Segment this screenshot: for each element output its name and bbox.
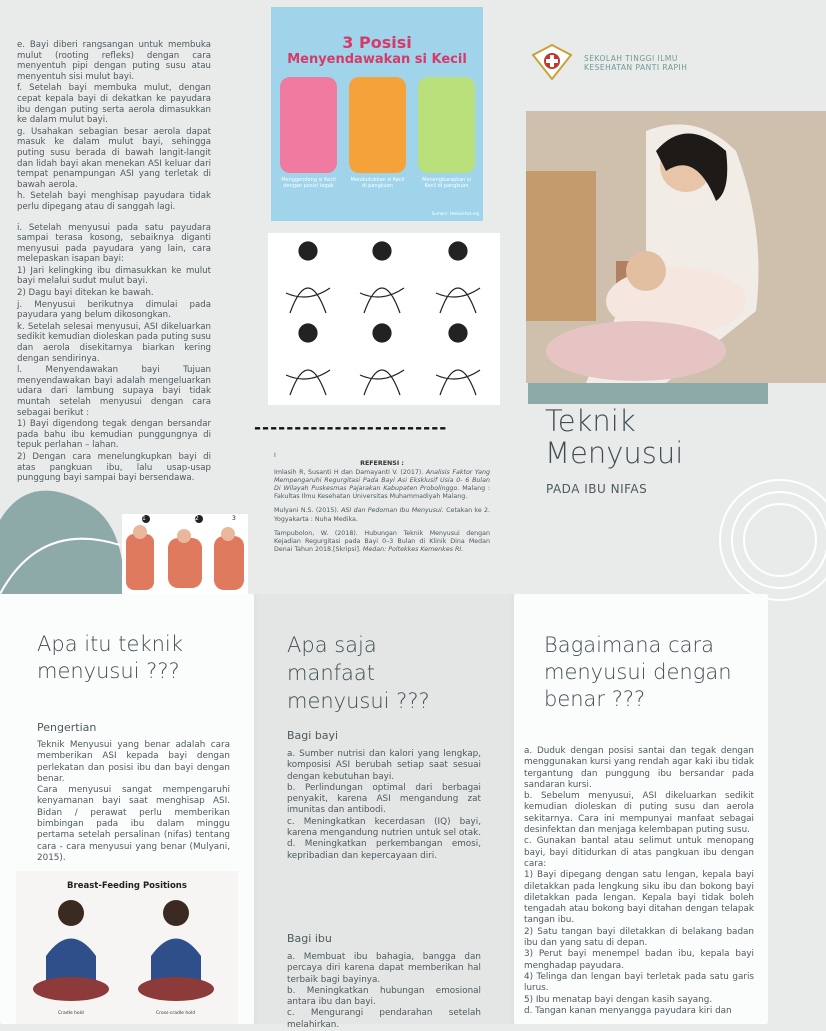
- sketch-2: [360, 242, 404, 313]
- brochure-title-line2: Menyusui: [545, 436, 684, 470]
- col-benefits: [257, 594, 511, 1030]
- label-cradle-hold: Cradle hold: [58, 1011, 84, 1016]
- positions-image: [16, 871, 238, 1024]
- baby-benefit-b: b. Perlindungan optimal dari berbagai penyakit, karena ASI mengandung zat imunitas dan antibodi.: [287, 782, 481, 816]
- burping-positions-poster: [271, 7, 483, 221]
- definition-para-2: Cara menyusui sangat mempengaruhi kenyamanan bayi saat menghisap ASI. Bidan / perawat perlu memberikan bimbingan pada ibu dalam minggu pertama setelah persalinan (nifas) tentang cara - cara menyusui yang benar (Mulyani, 2015).: [37, 785, 230, 863]
- how-to-steps: [524, 746, 754, 1017]
- step-l: l. Menyendawakan bayi Tujuan menyendawakan bayi adalah mengeluarkan udara dari lambung supaya bayi tidak muntah setelah menyusui dengan cara sebagai berikut :: [17, 365, 211, 418]
- step-i-1: 1) Jari kelingking ibu dimasukkan ke mulut bayi melalui sudut mulut bayi.: [17, 265, 211, 287]
- how-to-step-c: c. Gunakan bantal atau selimut untuk menopang bayi, bayi ditidurkan di atas pangkuan ibu dengan cara:: [524, 836, 754, 869]
- col-how-to: [514, 594, 768, 1024]
- breastfeeding-sketches: [268, 233, 500, 405]
- mother-benefit-c: c. Mengurangi pendarahan setelah melahirkan.: [287, 1008, 481, 1030]
- how-to-step-a: a. Duduk dengan posisi santai dan tegak dengan menggunakan kursi yang rendah agar kaki ibu tidak tergantung dan punggung ibu bersandar pada sandaran kursi.: [524, 746, 754, 790]
- reference-1: Imlasih R, Susanti H dan Damayanti V. (2017). Analisis Faktor Yang Mempengaruhi Regurgitasi Pada Bayi Asi Eksklusif Usia 0- 6 Bulan Di Wilayah Puskesmas Pajarakan Kabupaten Probolinggo. Malang : Fakultas Ilmu Kesehatan Universitas Muhammadiyah Malang.: [274, 469, 491, 501]
- positions-image-title: Breast-Feeding Positions: [67, 881, 187, 891]
- poster-title-1: 3 Posisi: [342, 33, 412, 52]
- label-cross-cradle-hold: Cross-cradle hold: [156, 1011, 196, 1016]
- breastfeeding-sketches-illustration: [268, 233, 500, 405]
- step-h: h. Setelah bayi menghisap payudara tidak perlu dipegang atau di sanggah lagi.: [17, 191, 211, 212]
- step-j: j. Menyusui berikutnya dimulai pada payudara yang belum dikosongkan.: [17, 299, 211, 321]
- brochure-title-line1: Teknik: [545, 404, 636, 438]
- baby-benefit-a: a. Sumber nutrisi dan kalori yang lengkap, komposisi ASI berubah setiap saat sesuai dengan kebutuhan bayi.: [287, 749, 481, 782]
- brochure-inside: [0, 594, 768, 1030]
- mother-breastfeeding-photo: [526, 111, 826, 383]
- step-g: g. Usahakan sebagian besar aerola dapat masuk ke dalam mulut bayi, sehingga puting susu berada di bawah langit-langit dan lidah bayi akan menekan ASI keluar dari tempat penampungan ASI yang terletak di bawah aerola.: [17, 126, 211, 190]
- benefits-mother-heading: Bagi ibu: [287, 932, 332, 945]
- benefits-baby-heading: Bagi bayi: [287, 729, 339, 742]
- benefits-title: Apa saja manfaat menyusui ???: [287, 633, 430, 713]
- how-to-step-d: d. Tangan kanan menyangga payudara kiri dan: [524, 1005, 732, 1016]
- poster-card-1: [280, 77, 337, 173]
- definition-para-1: Teknik Menyusui yang benar adalah cara memberikan ASI kepada bayi dengan perlekatan dan posisi ibu dan bayi dengan benar.: [37, 740, 230, 784]
- definition-text: [37, 740, 230, 864]
- how-to-title: Bagaimana cara menyusui dengan benar ???: [544, 633, 732, 711]
- step-number-1: 1: [142, 515, 146, 522]
- sketch-3: [436, 242, 480, 313]
- sketch-4: [286, 324, 330, 395]
- step-number-2: 2: [195, 515, 199, 522]
- step-f: f. Setelah bayi membuka mulut, dengan cepat kepala bayi di dekatkan ke payudara ibu dengan puting serta aerola dimasukkan ke dalam mulut bayi.: [17, 83, 211, 126]
- benefits-baby-list: [287, 749, 481, 862]
- baby-benefit-c: c. Meningkatkan kecerdasan (IQ) bayi, karena mengandung nutrien untuk sel otak.: [287, 816, 482, 839]
- poster-card-2: [349, 77, 406, 173]
- step-e: e. Bayi diberi rangsangan untuk membuka mulut (rooting refleks) dengan cara menyentuh pipi dengan puting susu atau menyentuh sisi mulut bayi.: [17, 40, 211, 82]
- dashed-divider: ------------------------: [254, 418, 448, 438]
- benefits-mother-list: [287, 952, 481, 1031]
- mother-benefit-a: a. Membuat ibu bahagia, bangga dan percaya diri karena dapat memberikan hal terbaik bagi bayinya.: [287, 952, 481, 985]
- ring-2: [732, 492, 826, 588]
- references-title: REFERENSI :: [360, 460, 404, 467]
- burping-steps-illustration: [122, 514, 248, 594]
- poster-caption-1: Menggendong si Kecil dengan posisi tegak: [281, 177, 336, 189]
- poster-title-2: Menyendawakan si Kecil: [287, 52, 467, 67]
- steps-continued-text: [17, 40, 211, 485]
- school-logo: [531, 43, 573, 81]
- references-mark: I: [274, 452, 276, 459]
- poster-card-3: [418, 77, 475, 173]
- definition-heading: Pengertian: [37, 721, 97, 734]
- poster-caption-2: Mendudukkan si Kecil di pangkuan: [350, 177, 405, 189]
- step-l-1: 1) Bayi digendong tegak dengan bersandar pada bahu ibu kemudian punggungnya di tepuk perlahan – lahan.: [17, 419, 211, 451]
- mother-photo-illustration: [526, 111, 826, 383]
- poster-caption-3: Menengkurapkan si Kecil di pangkuan: [422, 177, 471, 189]
- step-number-3: 3: [232, 515, 236, 522]
- step-k: k. Setelah selesai menyusui, ASI dikeluarkan sedikit kemudian dioleskan pada puting susu dan aerola disekitarnya biarkan kering dengan sendirinya.: [17, 321, 211, 364]
- how-to-step-c3: 3) Perut bayi menempel badan ibu, kepala bayi menghadap payudara.: [524, 949, 754, 971]
- step-i: i. Setelah menyusui pada satu payudara sampai terasa kosong, sebaiknya diganti menyusui pada payudara yang lain, cara melepaskan isapan bayi:: [17, 222, 211, 265]
- step-l-2: 2) Dengan cara menelungkupkan bayi di atas pangkuan ibu, lalu usap-usap punggung bayi sampai bayi bersendawa.: [17, 451, 211, 484]
- poster-source: Sumber: Hellosehat.org: [431, 211, 479, 216]
- references-block: [274, 452, 490, 560]
- school-name-2: KESEHATAN PANTI RAPIH: [584, 63, 688, 72]
- how-to-step-c2: 2) Satu tangan bayi diletakkan di belakang badan ibu dan yang satu di depan.: [524, 926, 754, 949]
- how-to-step-b: b. Sebelum menyusui, ASI dikeluarkan sedikit kemudian dioleskan di puting susu dan aerola sekitarnya. Cara ini mempunyai manfaat sebagai desinfektan dan menjaga kelembapan puting susu.: [524, 791, 754, 836]
- col-what-is: [0, 594, 254, 1024]
- burping-steps-image: [122, 514, 248, 594]
- how-to-step-c5: 5) Ibu menatap bayi dengan kasih sayang.: [524, 994, 713, 1005]
- spacer: [17, 214, 211, 222]
- sketch-1: [286, 242, 330, 313]
- sketch-5: [360, 324, 404, 395]
- ring-3: [744, 504, 816, 576]
- school-name-1: SEKOLAH TINGGI ILMU: [584, 54, 678, 63]
- mother-benefit-b: b. Meningkatkan hubungan emosional antara ibu dan bayi.: [287, 985, 481, 1008]
- ring-1: [720, 480, 826, 600]
- baby-benefit-d: d. Meningkatkan perkembangan emosi, kepribadian dan kepercayaan diri.: [287, 839, 481, 861]
- step-i-2: 2) Dagu bayi ditekan ke bawah.: [17, 288, 154, 299]
- what-is-title: Apa itu teknik menyusui ???: [37, 632, 183, 683]
- school-logo-icon: [531, 43, 573, 81]
- brochure-subtitle: PADA IBU NIFAS: [546, 482, 648, 496]
- how-to-step-c1: 1) Bayi dipegang dengan satu lengan, kepala bayi diletakkan pada lengkung siku ibu dan bokong bayi diletakkan pada lengan. Kepala bayi tidak boleh tengadah atau bokong bayi ditahan dengan telapak tangan ibu.: [524, 870, 754, 926]
- reference-2: Mulyani N.S. (2015). ASI dan Pedoman Ibu Menyusui. Cetakan ke 2. Yogyakarta : Nuha Medika.: [274, 507, 491, 523]
- reference-3: Tampubolon, W. (2018). Hubungan Teknik Menyusui dengan Kejadian Regurgitasi pada Bayi 0–3 Bulan di Klinik Dina Medan Denai Tahun 2018.[Skripsi]. Medan: Poltekkes Kemenkes RI.: [274, 529, 490, 553]
- how-to-step-c4: 4) Telinga dan lengan bayi terletak pada satu garis lurus.: [524, 971, 754, 994]
- positions-illustration: [16, 871, 238, 1024]
- sketch-6: [436, 324, 480, 395]
- teal-wave-left: [0, 491, 122, 594]
